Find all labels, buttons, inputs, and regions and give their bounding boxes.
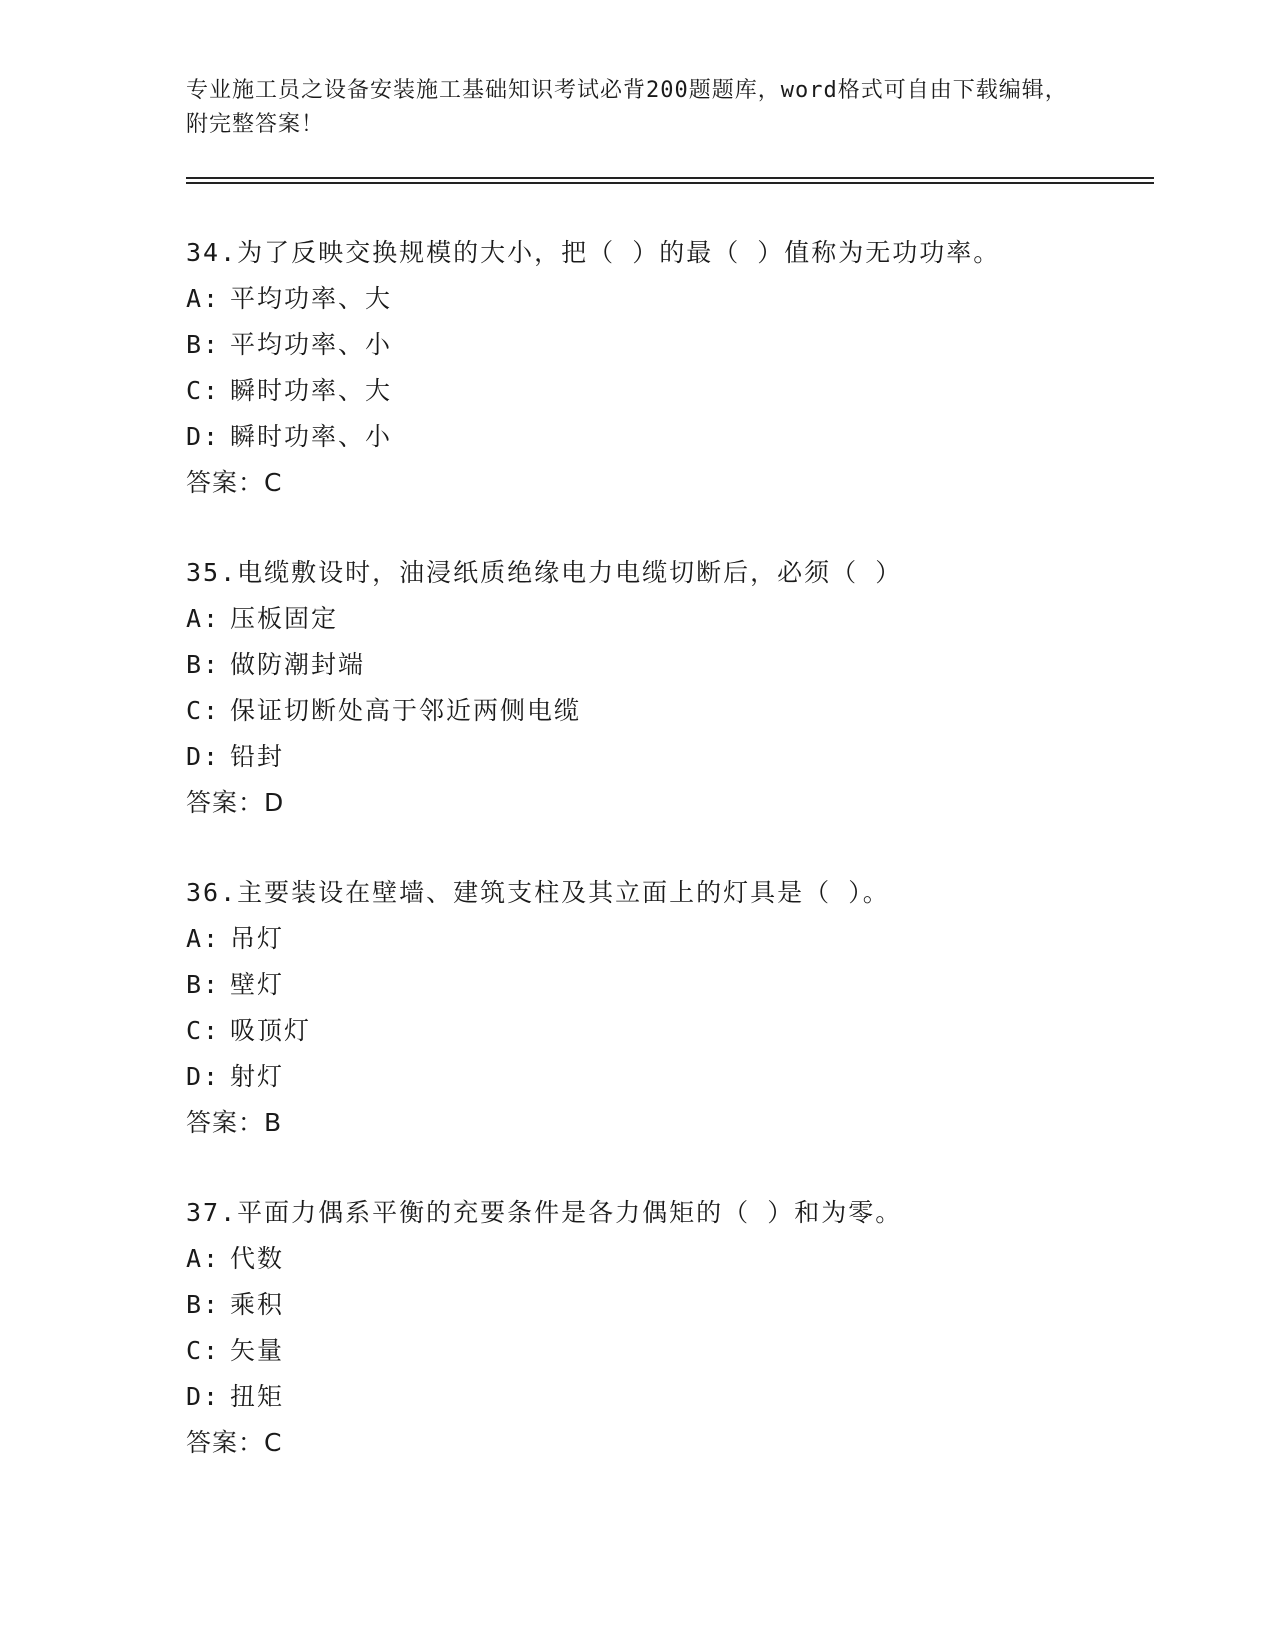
option-a xyxy=(186,284,1146,330)
option-letter: C: xyxy=(186,1016,221,1045)
option-letter: D: xyxy=(186,1382,221,1411)
option-letter: A: xyxy=(186,1244,221,1273)
answer-label: 答案：B xyxy=(186,1108,283,1137)
option-text: 做防潮封端 xyxy=(230,650,366,679)
option-letter: C: xyxy=(186,1336,221,1365)
option-letter: D: xyxy=(186,422,221,451)
question-34 xyxy=(186,238,1146,514)
option-text: 瞬时功率、小 xyxy=(230,422,393,451)
option-text: 平均功率、大 xyxy=(230,284,393,313)
option-letter: D: xyxy=(186,742,221,771)
question-stem: 37.平面力偶系平衡的充要条件是各力偶矩的（ ）和为零。 xyxy=(186,1198,903,1227)
option-b xyxy=(186,650,1146,696)
question-stem: 35.电缆敷设时，油浸纸质绝缘电力电缆切断后，必须（ ） xyxy=(186,558,903,587)
question-stem: 34.为了反映交换规模的大小，把（ ）的最（ ）值称为无功功率。 xyxy=(186,238,1001,267)
option-text: 吸顶灯 xyxy=(230,1016,312,1045)
option-letter: B: xyxy=(186,1290,221,1319)
option-letter: B: xyxy=(186,650,221,679)
question-37 xyxy=(186,1198,1146,1474)
option-c xyxy=(186,1336,1146,1382)
option-text: 扭矩 xyxy=(230,1382,285,1411)
option-text: 平均功率、小 xyxy=(230,330,393,359)
question-stem: 36.主要装设在壁墙、建筑支柱及其立面上的灯具是（ ）。 xyxy=(186,878,890,907)
option-letter: A: xyxy=(186,924,221,953)
option-letter: B: xyxy=(186,970,221,999)
option-text: 保证切断处高于邻近两侧电缆 xyxy=(230,696,582,725)
option-text: 压板固定 xyxy=(230,604,339,633)
option-d xyxy=(186,1382,1146,1428)
answer-label: 答案：C xyxy=(186,468,283,497)
option-letter: C: xyxy=(186,376,221,405)
option-c xyxy=(186,696,1146,742)
document-header: 专业施工员之设备安装施工基础知识考试必背200题题库，word格式可自由下载编辑，附完整答案！ xyxy=(186,78,1068,137)
option-letter: C: xyxy=(186,696,221,725)
option-letter: B: xyxy=(186,330,221,359)
option-c xyxy=(186,376,1146,422)
option-text: 铅封 xyxy=(230,742,285,771)
option-b xyxy=(186,330,1146,376)
option-text: 吊灯 xyxy=(230,924,285,953)
option-d xyxy=(186,742,1146,788)
answer-label: 答案：D xyxy=(186,788,285,817)
header-divider-bottom xyxy=(186,182,1154,184)
option-text: 代数 xyxy=(230,1244,285,1273)
option-letter: A: xyxy=(186,284,221,313)
option-a xyxy=(186,604,1146,650)
option-a xyxy=(186,1244,1146,1290)
answer-label: 答案：C xyxy=(186,1428,283,1457)
question-35 xyxy=(186,558,1146,834)
option-b xyxy=(186,970,1146,1016)
option-a xyxy=(186,924,1146,970)
option-d xyxy=(186,422,1146,468)
option-b xyxy=(186,1290,1146,1336)
option-text: 射灯 xyxy=(230,1062,285,1091)
option-text: 矢量 xyxy=(230,1336,285,1365)
option-text: 乘积 xyxy=(230,1290,285,1319)
option-letter: D: xyxy=(186,1062,221,1091)
question-36 xyxy=(186,878,1146,1154)
option-letter: A: xyxy=(186,604,221,633)
option-text: 瞬时功率、大 xyxy=(230,376,393,405)
option-c xyxy=(186,1016,1146,1062)
option-text: 壁灯 xyxy=(230,970,285,999)
header-divider-top xyxy=(186,177,1154,179)
option-d xyxy=(186,1062,1146,1108)
